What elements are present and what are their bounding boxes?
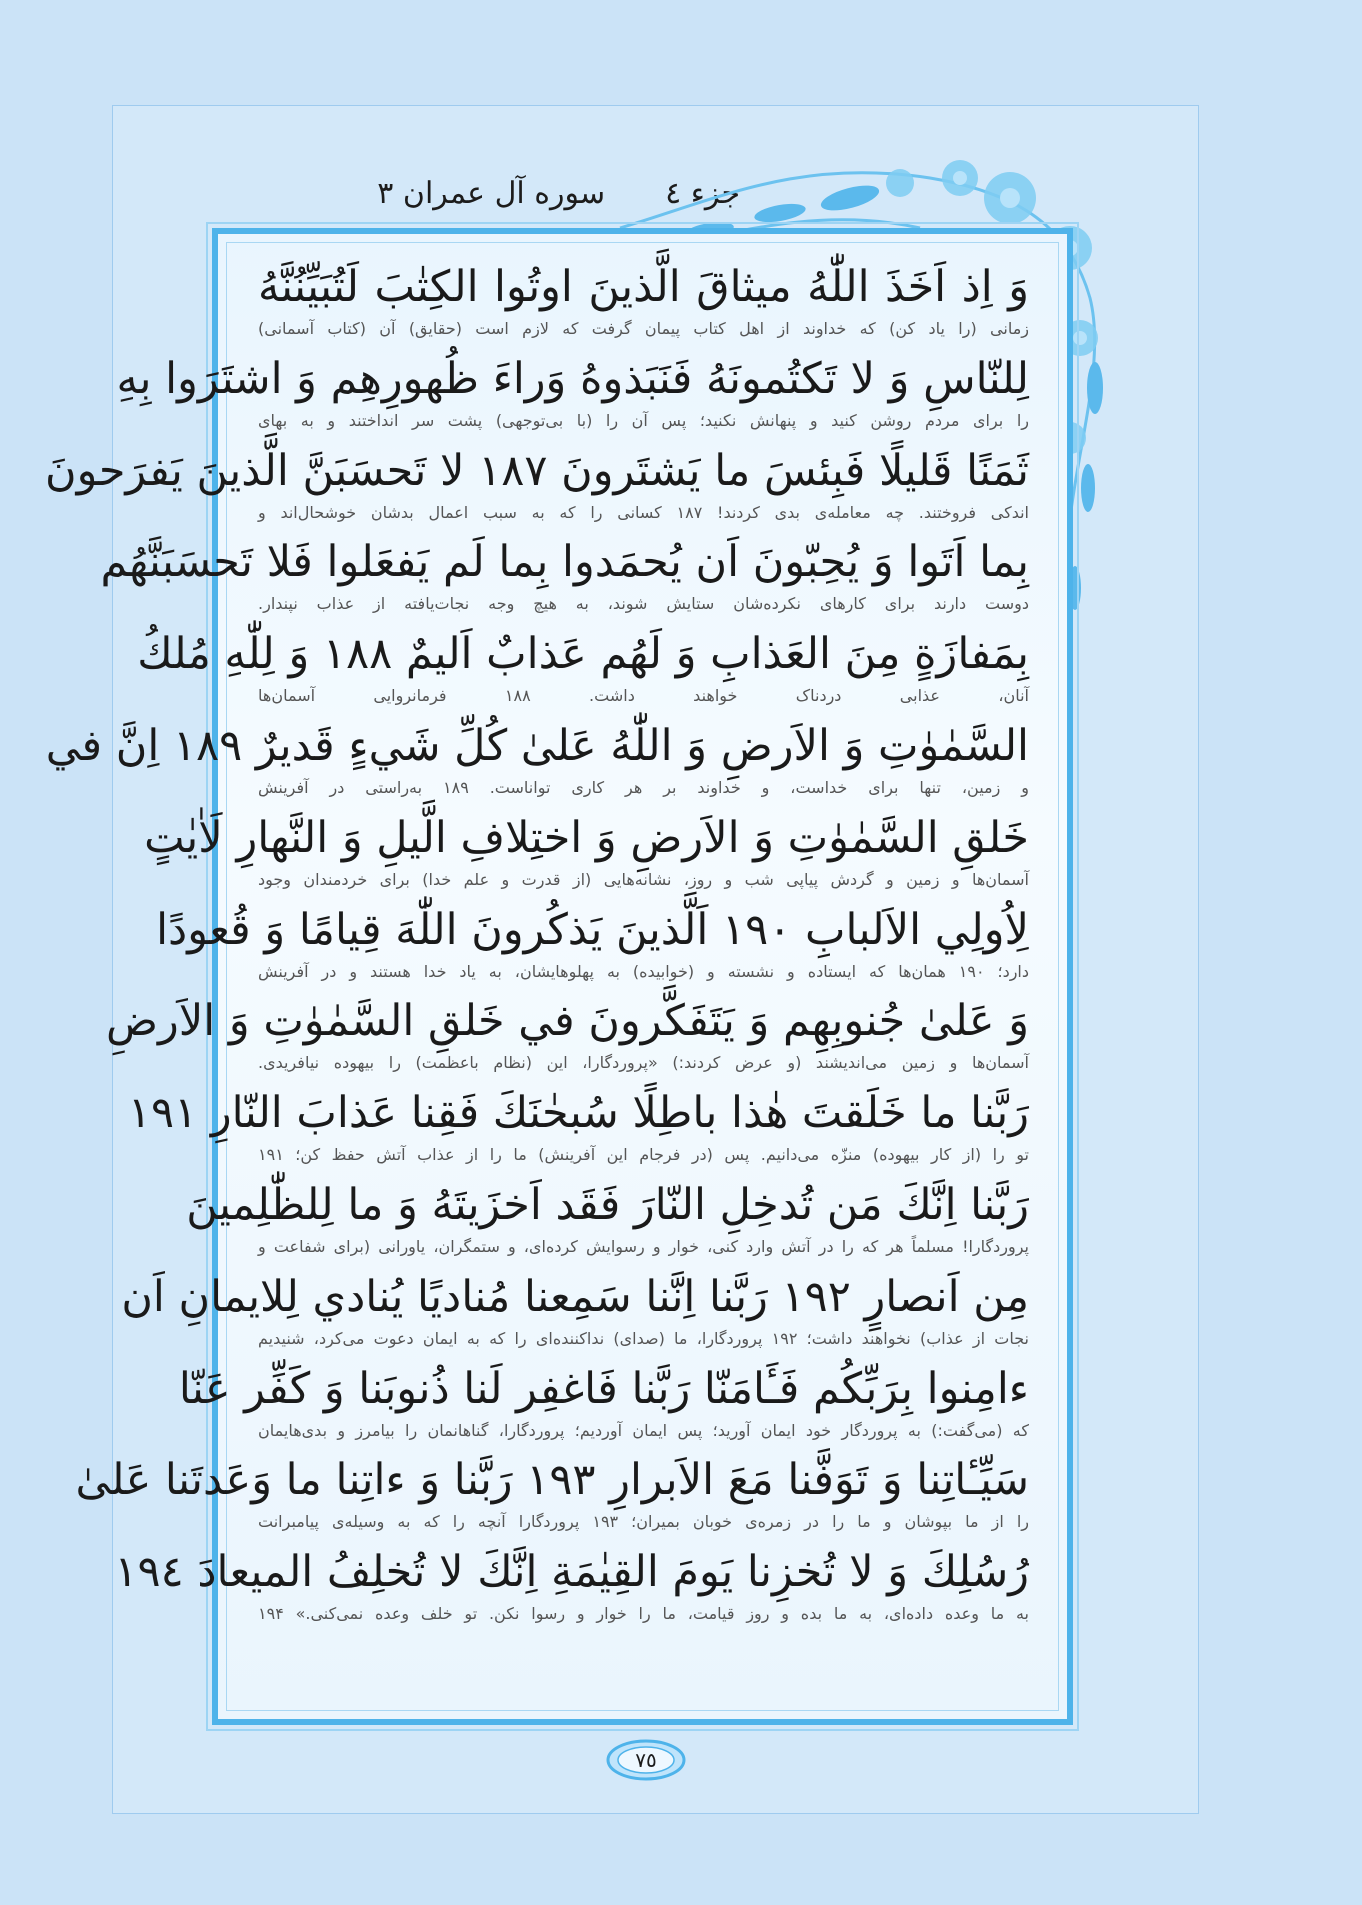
translation-line: نجات از عذاب) نخواهند داشت؛ ۱۹۲ پروردگارا، ما (صدای) نداکننده‌ای را که به ایمان دعوت می‌کرد، شنیدیم (258, 1328, 1029, 1348)
surah-label: سوره آل عمران ٣ (377, 175, 606, 211)
arabic-line: لِلنّاسِ وَ لا تَكتُمونَهُ فَنَبَذوهُ وَراءَ ظُهورِهِم وَ اشتَرَوا بِهِ (116, 353, 1029, 404)
translation-line: و زمین، تنها برای خداست، و خداوند بر هر کاری تواناست. ۱۸۹ به‌راستی در آفرینش (258, 777, 1030, 797)
translation-line: آسمان‌ها و زمین می‌اندیشند (و عرض کردند:) «پروردگارا، این (نظام باعظمت) را بیهوده نیافریدی. (258, 1053, 1029, 1073)
line-1 (258, 258, 1029, 350)
translation-line: را برای مردم روشن کنید و پنهانش نکنید؛ پس آن را (با بی‌توجهی) پشت سر انداختند و به بهای (258, 410, 1029, 430)
line-9 (106, 992, 1029, 1084)
line-7 (144, 809, 1029, 901)
line-14 (75, 1451, 1029, 1543)
arabic-line: ءامِنوا بِرَبِّكُم فَـَٔامَنّا رَبَّنا فَاغفِر لَنا ذُنوبَنا وَ كَفِّر عَنّا (178, 1363, 1029, 1414)
translation-line: آسمان‌ها و زمین و گردش پیاپی شب و روز، نشانه‌هایی (از قدرت و علم خدا) برای خردمندان وجود (258, 869, 1029, 889)
translation-line: تو را (از کار بیهوده) منزّه می‌دانیم. پس (در فرجام این آفرینش) ما را از عذاب آتش حفظ کن؛ ۱۹۱ (258, 1145, 1029, 1165)
translation-line: اندکی فروختند. چه معامله‌ی بدی کردند! ۱۸۷ کسانی را که به سبب اعمال بدشان خوشحال‌اند و (258, 502, 1029, 522)
line-5 (137, 625, 1030, 717)
arabic-line: لِاُولِي الاَلبابِ ١٩٠ اَلَّذينَ يَذكُرونَ اللّٰهَ قِيامًا وَ قُعودًا (156, 904, 1029, 955)
translation-line: آنان، عذابی دردناک خواهند داشت. ۱۸۸ فرمانروایی آسمان‌ها (258, 686, 1030, 706)
juz-label: جزء ٤ (665, 175, 740, 211)
arabic-line: رَبَّنا اِنَّكَ مَن تُدخِلِ النّارَ فَقَد اَخزَيتَهُ وَ ما لِلظّٰلِمينَ (186, 1179, 1029, 1230)
translation-line: دارد؛ ۱۹۰ همان‌ها که ایستاده و نشسته و (خوابیده) به پهلوهایشان، به یاد خدا هستند و در آفرینش (258, 961, 1030, 981)
arabic-line: سَيِّـٔاتِنا وَ تَوَفَّنا مَعَ الاَبرارِ ١٩٣ رَبَّنا وَ ءاتِنا ما وَعَدتَنا عَلىٰ (75, 1455, 1029, 1506)
page-header (320, 168, 740, 218)
verse-lines (45, 258, 1030, 1635)
line-12 (121, 1268, 1029, 1360)
line-2 (116, 350, 1029, 442)
translation-line: دوست دارند برای کارهای نکرده‌شان ستایش شوند، به هیچ وجه نجات‌یافته از عذاب نپندار. (258, 594, 1029, 614)
page-number: ٧٥ (635, 1748, 657, 1772)
arabic-line: وَ عَلىٰ جُنوبِهِم وَ يَتَفَكَّرونَ في خَلقِ السَّمٰوٰتِ وَ الاَرضِ (106, 996, 1029, 1047)
page-number-badge (605, 1738, 687, 1782)
line-10 (127, 1084, 1029, 1176)
arabic-line: ثَمَنًا قَليلًا فَبِئسَ ما يَشتَرونَ ١٨٧ لا تَحسَبَنَّ الَّذينَ يَفرَحونَ (45, 445, 1029, 496)
translation-line: که (می‌گفت:) به پروردگار خود ایمان آورید؛ پس ایمان آوردیم؛ پروردگارا، گناهانمان را بیامرز و بدی‌هایمان (258, 1420, 1029, 1440)
text-panel (45, 228, 1073, 1725)
line-13 (178, 1360, 1029, 1452)
translation-line: زمانی (را یاد کن) که خداوند از اهل کتاب پیمان گرفت که لازم است (حقایق) آن (کتاب آسمانی) (258, 319, 1029, 338)
arabic-line: خَلقِ السَّمٰوٰتِ وَ الاَرضِ وَ اختِلافِ الَّيلِ وَ النَّهارِ لَاٰيٰتٍ (144, 812, 1029, 863)
arabic-line: السَّمٰوٰتِ وَ الاَرضِ وَ اللّٰهُ عَلىٰ كُلِّ شَيءٍ قَديرٌ ١٨٩ اِنَّ في (45, 720, 1029, 771)
arabic-line: رُسُلِكَ وَ لا تُخزِنا يَومَ القِيٰمَةِ اِنَّكَ لا تُخلِفُ الميعادَ ١٩٤ (114, 1547, 1029, 1598)
line-6 (45, 717, 1030, 809)
arabic-line: بِمَفازَةٍ مِنَ العَذابِ وَ لَهُم عَذابٌ اَليمٌ ١٨٨ وَ لِلّٰهِ مُلكُ (137, 629, 1029, 680)
translation-line: پروردگارا! مسلماً هر که را در آتش وارد کنی، خوار و رسوایش کرده‌ای، و ستمگران، یاورانی (برای شفاعت و (258, 1236, 1029, 1256)
line-8 (156, 901, 1030, 993)
translation-line: را از ما بپوشان و ما را در زمره‌ی خوبان بمیران؛ ۱۹۳ پروردگارا آنچه را که به وسیله‌ی پیامبرانت (258, 1512, 1029, 1532)
line-15 (114, 1543, 1029, 1635)
arabic-line: بِما اَتَوا وَ يُحِبّونَ اَن يُحمَدوا بِما لَم يَفعَلوا فَلا تَحسَبَنَّهُم (100, 537, 1029, 588)
arabic-line: رَبَّنا ما خَلَقتَ هٰذا باطِلًا سُبحٰنَكَ فَقِنا عَذابَ النّارِ ١٩١ (127, 1088, 1029, 1139)
arabic-line: وَ اِذ اَخَذَ اللّٰهُ ميثاقَ الَّذينَ اوتُوا الكِتٰبَ لَتُبَيِّنُنَّهُ (258, 262, 1029, 312)
line-3 (45, 442, 1029, 534)
line-11 (186, 1176, 1029, 1268)
arabic-line: مِن اَنصارٍ ١٩٢ رَبَّنا اِنَّنا سَمِعنا مُناديًا يُنادي لِلايمانِ اَن (121, 1271, 1029, 1322)
translation-line: به ما وعده داده‌ای، به ما بده و روز قیامت، ما را خوار و رسوا نکن. تو خلف وعده نمی‌کنی.» ۱۹۴ (258, 1604, 1029, 1624)
line-4 (100, 533, 1029, 625)
